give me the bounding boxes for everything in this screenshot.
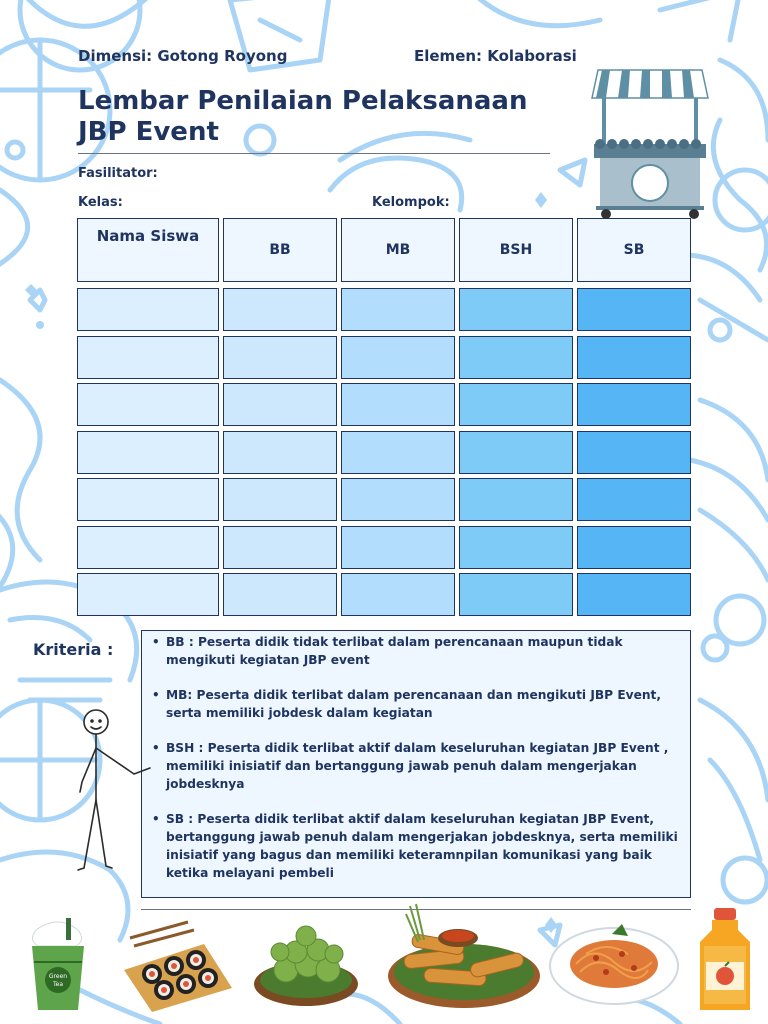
page-title: Lembar Penilaian Pelaksanaan JBP Event xyxy=(78,86,528,147)
criteria-item-bb: • BB : Peserta didik tidak terlibat dalam perencanaan maupun tidak mengikuti kegiatan JBP event xyxy=(152,633,680,669)
table-cell-bb[interactable] xyxy=(223,478,337,521)
table-cell-sb[interactable] xyxy=(577,431,691,474)
table-cell-bsh[interactable] xyxy=(459,431,573,474)
green-tea-cup-icon xyxy=(20,918,96,1018)
table-cell-bsh[interactable] xyxy=(459,478,573,521)
market-stall-icon xyxy=(590,64,710,220)
dimensi-label: Dimensi: Gotong Royong xyxy=(78,47,288,65)
table-cell-sb[interactable] xyxy=(577,526,691,569)
header-bsh: BSH xyxy=(459,218,573,282)
header-bb: BB xyxy=(223,218,337,282)
table-cell-nama-siswa[interactable] xyxy=(77,526,219,569)
criteria-item-bsh: • BSH : Peserta didik terlibat aktif dalam keseluruhan kegiatan JBP Event , memiliki inisiatif dan bertanggung jawab penuh dalam mengerjakan jobdesknya xyxy=(152,739,680,793)
table-cell-bsh[interactable] xyxy=(459,336,573,379)
table-cell-mb[interactable] xyxy=(341,383,455,426)
table-cell-bb[interactable] xyxy=(223,383,337,426)
klepon-dish-icon xyxy=(252,922,360,1010)
table-cell-mb[interactable] xyxy=(341,288,455,331)
criteria-item-sb: • SB : Peserta didik terlibat aktif dalam keseluruhan kegiatan JBP Event, bertanggung jawab penuh dalam mengerjakan jobdesknya, serta memiliki inisiatif yang bagus dan memiliki keteramnpilan komunikasi yang baik ketika melayani pembeli xyxy=(152,810,680,882)
table-cell-bb[interactable] xyxy=(223,336,337,379)
table-cell-bb[interactable] xyxy=(223,431,337,474)
table-cell-sb[interactable] xyxy=(577,288,691,331)
table-cell-nama-siswa[interactable] xyxy=(77,573,219,616)
table-cell-nama-siswa[interactable] xyxy=(77,336,219,379)
criteria-item-mb: • MB: Peserta didik terlibat dalam perencanaan dan mengikuti JBP Event, serta memiliki jobdesk dalam kegiatan xyxy=(152,686,680,722)
juice-bottle-icon xyxy=(694,906,756,1016)
table-cell-bb[interactable] xyxy=(223,526,337,569)
cup-label-line1: Green xyxy=(48,973,68,980)
sushi-platter-icon xyxy=(118,918,236,1014)
header-sb: SB xyxy=(577,218,691,282)
table-cell-bsh[interactable] xyxy=(459,288,573,331)
criteria-list xyxy=(152,633,680,882)
header-mb: MB xyxy=(341,218,455,282)
stick-figure-illustration xyxy=(74,708,164,874)
kelas-label: Kelas: xyxy=(78,195,123,210)
table-cell-mb[interactable] xyxy=(341,336,455,379)
table-cell-sb[interactable] xyxy=(577,478,691,521)
table-cell-mb[interactable] xyxy=(341,526,455,569)
cup-label-line2: Tea xyxy=(52,981,64,988)
kelompok-label: Kelompok: xyxy=(372,195,450,210)
criteria-box xyxy=(141,630,691,898)
table-cell-bsh[interactable] xyxy=(459,383,573,426)
table-cell-bb[interactable] xyxy=(223,288,337,331)
table-cell-mb[interactable] xyxy=(341,431,455,474)
fasilitator-label: Fasilitator: xyxy=(78,166,158,181)
spring-rolls-platter-icon xyxy=(384,900,544,1010)
table-cell-mb[interactable] xyxy=(341,478,455,521)
table-cell-mb[interactable] xyxy=(341,573,455,616)
table-cell-nama-siswa[interactable] xyxy=(77,288,219,331)
table-cell-sb[interactable] xyxy=(577,383,691,426)
table-cell-bsh[interactable] xyxy=(459,573,573,616)
table-cell-nama-siswa[interactable] xyxy=(77,478,219,521)
elemen-label: Elemen: Kolaborasi xyxy=(414,47,577,65)
title-divider xyxy=(78,153,550,154)
table-cell-sb[interactable] xyxy=(577,573,691,616)
table-cell-bb[interactable] xyxy=(223,573,337,616)
table-cell-nama-siswa[interactable] xyxy=(77,431,219,474)
table-cell-bsh[interactable] xyxy=(459,526,573,569)
table-cell-sb[interactable] xyxy=(577,336,691,379)
table-cell-nama-siswa[interactable] xyxy=(77,383,219,426)
kriteria-label: Kriteria : xyxy=(33,640,114,659)
header-nama-siswa: Nama Siswa xyxy=(77,218,219,282)
spaghetti-plate-icon xyxy=(548,914,680,1008)
